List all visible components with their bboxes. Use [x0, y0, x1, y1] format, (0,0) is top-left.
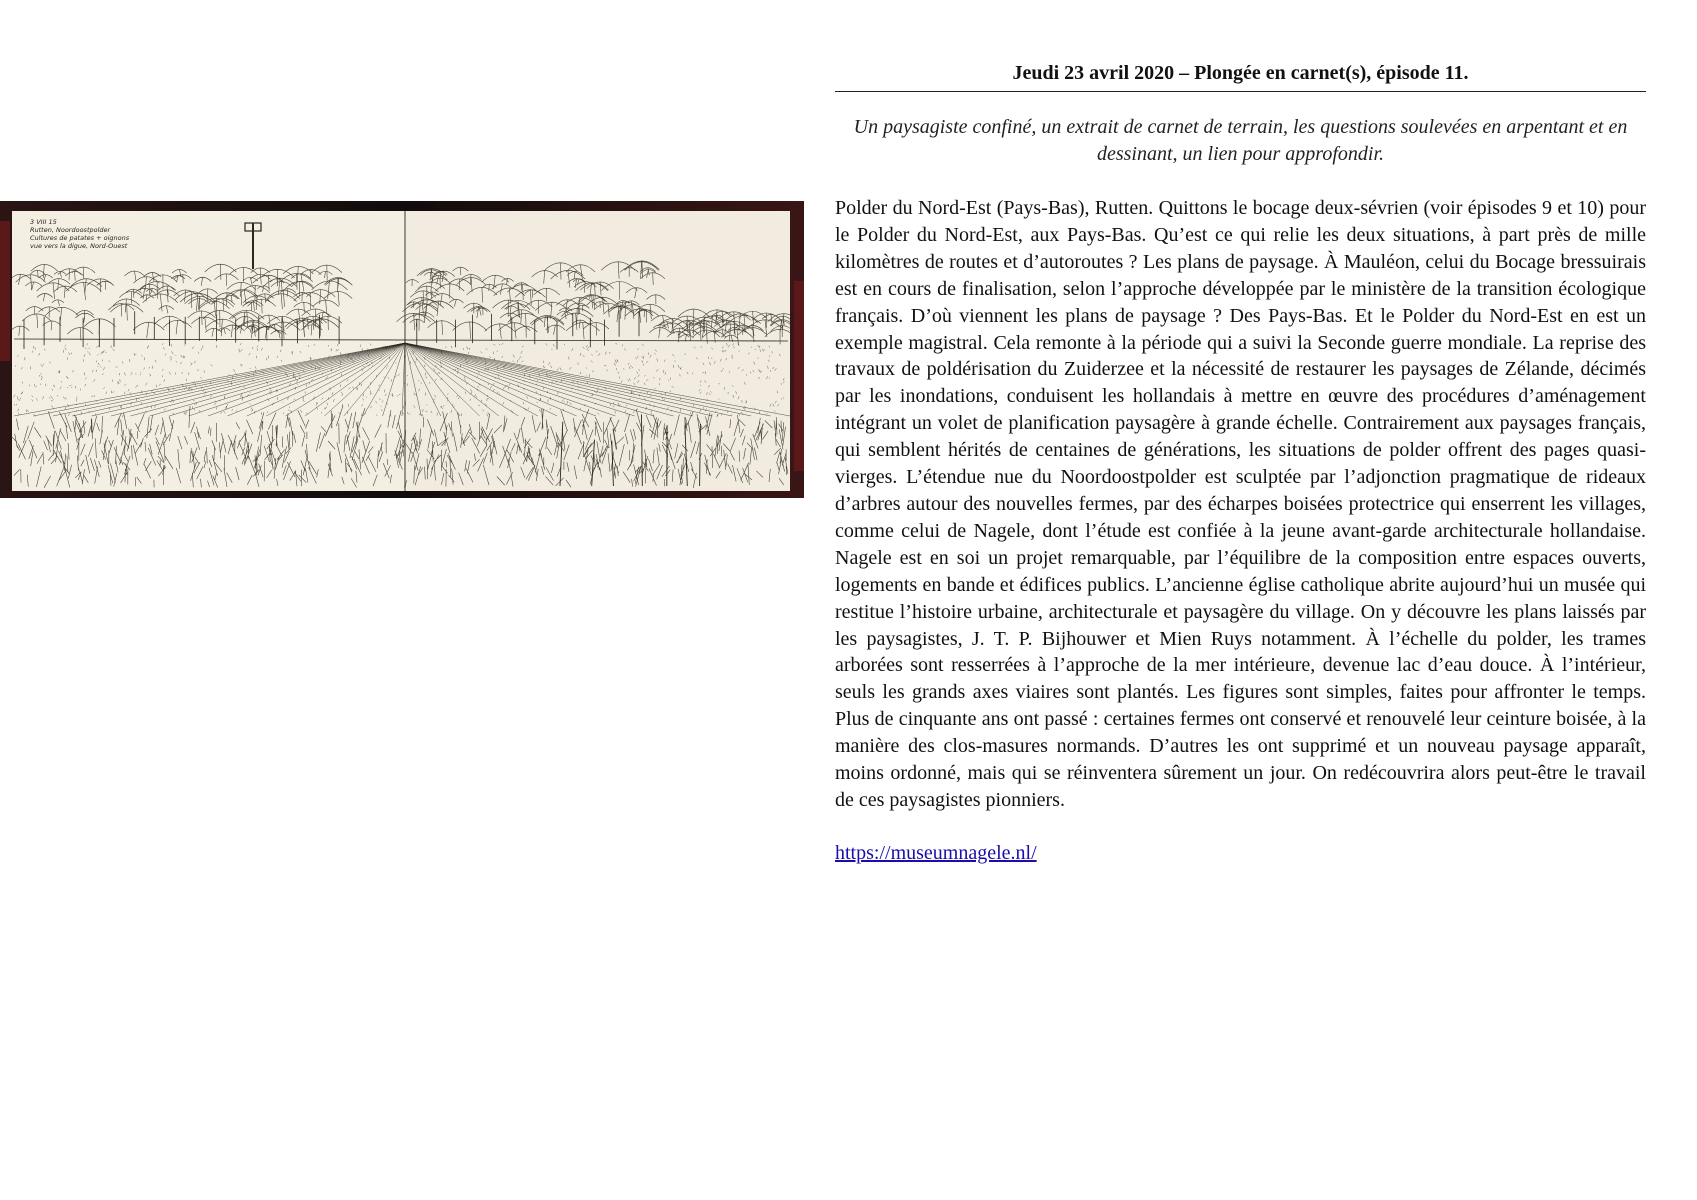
left-page — [12, 211, 404, 491]
sketchbook-image — [0, 201, 804, 498]
article-body: Polder du Nord-Est (Pays-Bas), Rutten. Quittons le bocage deux-sévrien (voir épisodes 9 et 10) pour le Polder du Nord-Est, aux Pays-Bas. Qu’est ce qui relie les deux situations, à part près de mille kilomètres de routes et d’autoroutes ? Les plans de paysage. À Mauléon, celui du Bocage bressuirais est en cours de finalisation, selon l’approche développée par le ministère de la transition écologique français. D’où viennent les plans de paysage ? Des Pays-Bas. Et le Polder du Nord-Est en est un exemple magistral. Cela remonte à la période qui a suivi la Seconde guerre mondiale. La reprise des travaux de poldérisation du Zuiderzee et la nécessité de restaurer les paysages de Zélande, décimés par les inondations, conduisent les hollandais à mettre en œuvre des procédures d’aménagement intégrant un volet de planification paysagère à grande échelle. Contrairement aux paysages français, qui semblent hérités de centaines de générations, les situations de polder offrent des pages quasi-vierges. L’étendue nue du Noordoostpolder est sculptée par l’adjonction pragmatique de rideaux d’arbres autour des nouvelles fermes, par des écharpes boisées protectrice qui enserrent les villages, comme celui de Nagele, dont l’étude est confiée à la jeune avant-garde architecturale hollandaise. Nagele est en soi un projet remarquable, par l’équilibre de la composition entre espaces ouverts, logements en bande et édifices publics. L’ancienne église catholique abrite aujourd’hui un musée qui restitue l’histoire urbaine, architecturale et paysagère du village. On y découvre les plans laissés par les paysagistes, J. T. P. Bijhouwer et Mien Ruys notamment. À l’échelle du polder, les trames arborées sont resserrées à l’approche de la mer intérieure, devenue lac d’eau douce. À l’intérieur, seuls les grands axes viaires sont plantés. Les figures sont simples, faites pour affronter le temps. Plus de cinquante ans ont passé : certaines fermes ont conservé et renouvelé leur ceinture boisée, à la manière des clos-masures normands. D’autres les ont supprimé et un nouveau paysage apparaît, moins ordonné, mais qui se réinventera sûrement un jour. On redécouvrira alors peut-être le travail de ces paysagistes pionniers. — [835, 197, 1646, 811]
sketchbook-drawing — [0, 201, 804, 498]
annotation-line-4: vue vers la digue, Nord-Ouest — [30, 242, 128, 250]
intro-text: Un paysagiste confiné, un extrait de carnet de terrain, les questions soulevées en arpentant et en dessinant, un lien pour approfondir. — [853, 116, 1628, 165]
cover-edge-red — [0, 221, 10, 361]
cover-edge-red-right — [794, 281, 804, 471]
annotation-line-2: Rutten, Noordoostpolder — [30, 226, 111, 234]
annotation-line-3: Cultures de patates + oignons — [30, 234, 130, 242]
article-column — [835, 60, 1646, 867]
annotation-line-1: 3 VIII 15 — [30, 218, 57, 226]
museum-link[interactable]: https://museumnagele.nl/ — [835, 841, 1037, 864]
page-title: Jeudi 23 avril 2020 – Plongée en carnet(s), épisode 11. — [835, 60, 1646, 92]
